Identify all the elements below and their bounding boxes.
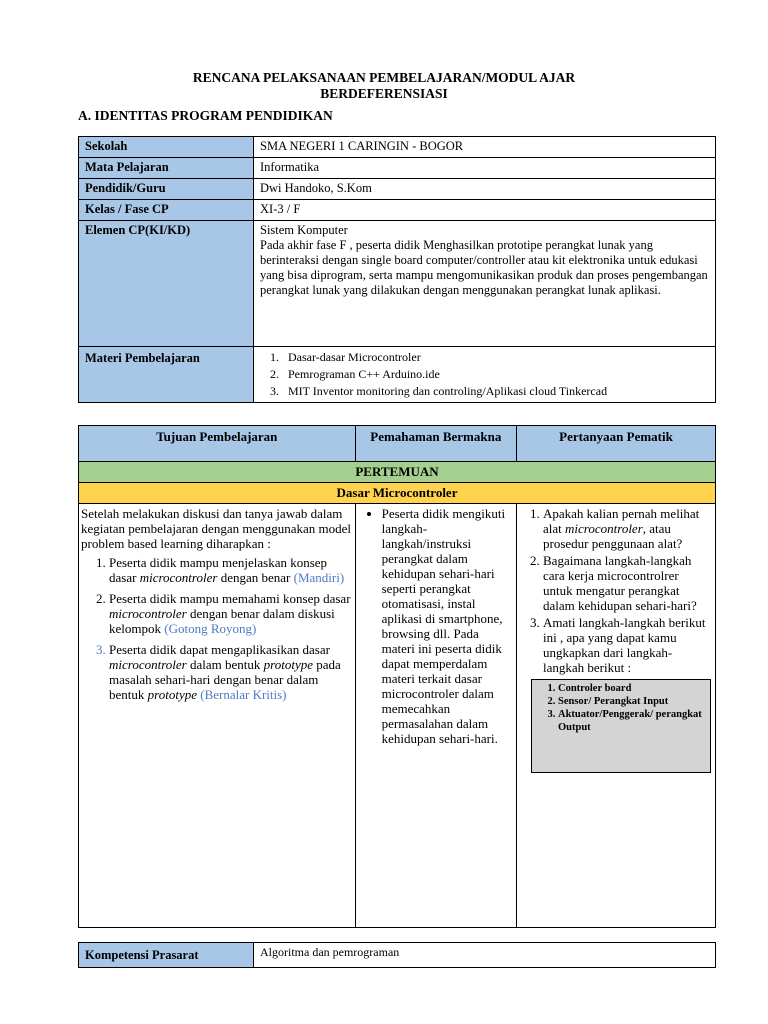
list-item: 3. MIT Inventor monitoring dan controling/Aplikasi cloud Tinkercad (282, 383, 709, 400)
list-item: 1. Controler board (558, 682, 706, 695)
guru-label: Pendidik/Guru (79, 179, 254, 200)
sekolah-value: SMA NEGERI 1 CARINGIN - BOGOR (254, 137, 716, 158)
list-item: 2. Bagaimana langkah-langkah cara kerja microcontrolrer untuk mengatur perangkat dalam kehidupan sehari-hari? (543, 553, 711, 613)
elemen-title: Sistem Komputer (260, 223, 348, 237)
list-item: 1. Peserta didik mampu menjelaskan konsep dasar microcontroler dengan benar (Mandiri) (109, 555, 353, 585)
tp-list (81, 555, 353, 702)
elemen-value (254, 221, 716, 347)
section-a-heading: A. IDENTITAS PROGRAM PENDIDIKAN (78, 108, 333, 123)
list-item: 3. Peserta didik dapat mengaplikasikan dasar microcontroler dalam bentuk prototype pada masalah sehari-hari dengan benar dalam bentuk prototype (Bernalar Kritis) (109, 642, 353, 702)
pemahaman-header: Pemahaman Bermakna (355, 426, 516, 462)
kompetensi-value: Algoritma dan pemrograman (254, 943, 716, 968)
elemen-body: Pada akhir fase F , peserta didik Menghasilkan prototipe perangkat lunak yang berinteraksi dengan single board computer/controller atau kit elektronika untuk edukasi yang bisa diprogram, serta mampu mengomunikasikan produk dan proses pengembangan perangkat lunak yang dilakukan dengan menggunakan perangkat lunak aplikasi. (260, 238, 708, 297)
tp-intro: Setelah melakukan diskusi dan tanya jawab dalam kegiatan pembelajaran dengan menggunakan model problem based learning diharapkan : (81, 506, 352, 551)
materi-label: Materi Pembelajaran (79, 347, 254, 403)
list-item: 2. Sensor/ Perangkat Input (558, 695, 706, 708)
guru-value: Dwi Handoko, S.Kom (254, 179, 716, 200)
list-item: • Peserta didik mengikuti langkah-langkah/instruksi perangkat dalam kehidupan sehari-hari seperti perangkat otomatisasi, instal aplikasi di smartphone, browsing dll. Pada materi ini peserta didik dapat memperdalam materi terkait dasar microcontroler dalam memecahkan permasalahan dalam kehidupan sehari-hari. (382, 506, 512, 746)
pematik-cell (517, 504, 716, 928)
materi-list (260, 349, 709, 400)
tujuan-header: Tujuan Pembelajaran (79, 426, 356, 462)
list-item: 1. Dasar-dasar Microcontroler (282, 349, 709, 366)
components-list (536, 682, 706, 734)
pemahaman-cell (355, 504, 516, 928)
kelas-label: Kelas / Fase CP (79, 200, 254, 221)
list-item: 3. Aktuator/Penggerak/ perangkat Output (558, 708, 706, 734)
list-item: 1. Apakah kalian pernah melihat alat microcontroler, atau prosedur penggunaan alat? (543, 506, 711, 551)
list-item: 3. Amati langkah-langkah berikut ini , apa yang dapat kamu ungkapkan dari langkah-langkah berikut : (543, 615, 711, 675)
kelas-value: XI-3 / F (254, 200, 716, 221)
pp-list (521, 506, 711, 675)
tujuan-table (78, 425, 716, 928)
mapel-label: Mata Pelajaran (79, 158, 254, 179)
materi-value (254, 347, 716, 403)
document-title-line1: RENCANA PELAKSANAAN PEMBELAJARAN/MODUL AJAR (192, 70, 576, 85)
components-box (531, 679, 711, 773)
pematik-header: Pertanyaan Pematik (517, 426, 716, 462)
pm-list (360, 506, 512, 746)
elemen-label: Elemen CP(KI/KD) (79, 221, 254, 347)
pertemuan-row: PERTEMUAN (79, 462, 716, 483)
dasar-row: Dasar Microcontroler (79, 483, 716, 504)
list-item: 2. Peserta didik mampu memahami konsep dasar microcontroler dengan benar dalam diskusi kelompok (Gotong Royong) (109, 591, 353, 636)
sekolah-label: Sekolah (79, 137, 254, 158)
kompetensi-table (78, 942, 716, 968)
tujuan-cell (79, 504, 356, 928)
document-title-line2: BERDEFERENSIASI (320, 86, 448, 101)
list-item: 2. Pemrograman C++ Arduino.ide (282, 366, 709, 383)
kompetensi-label: Kompetensi Prasarat (79, 943, 254, 968)
identity-table (78, 136, 716, 403)
mapel-value: Informatika (254, 158, 716, 179)
